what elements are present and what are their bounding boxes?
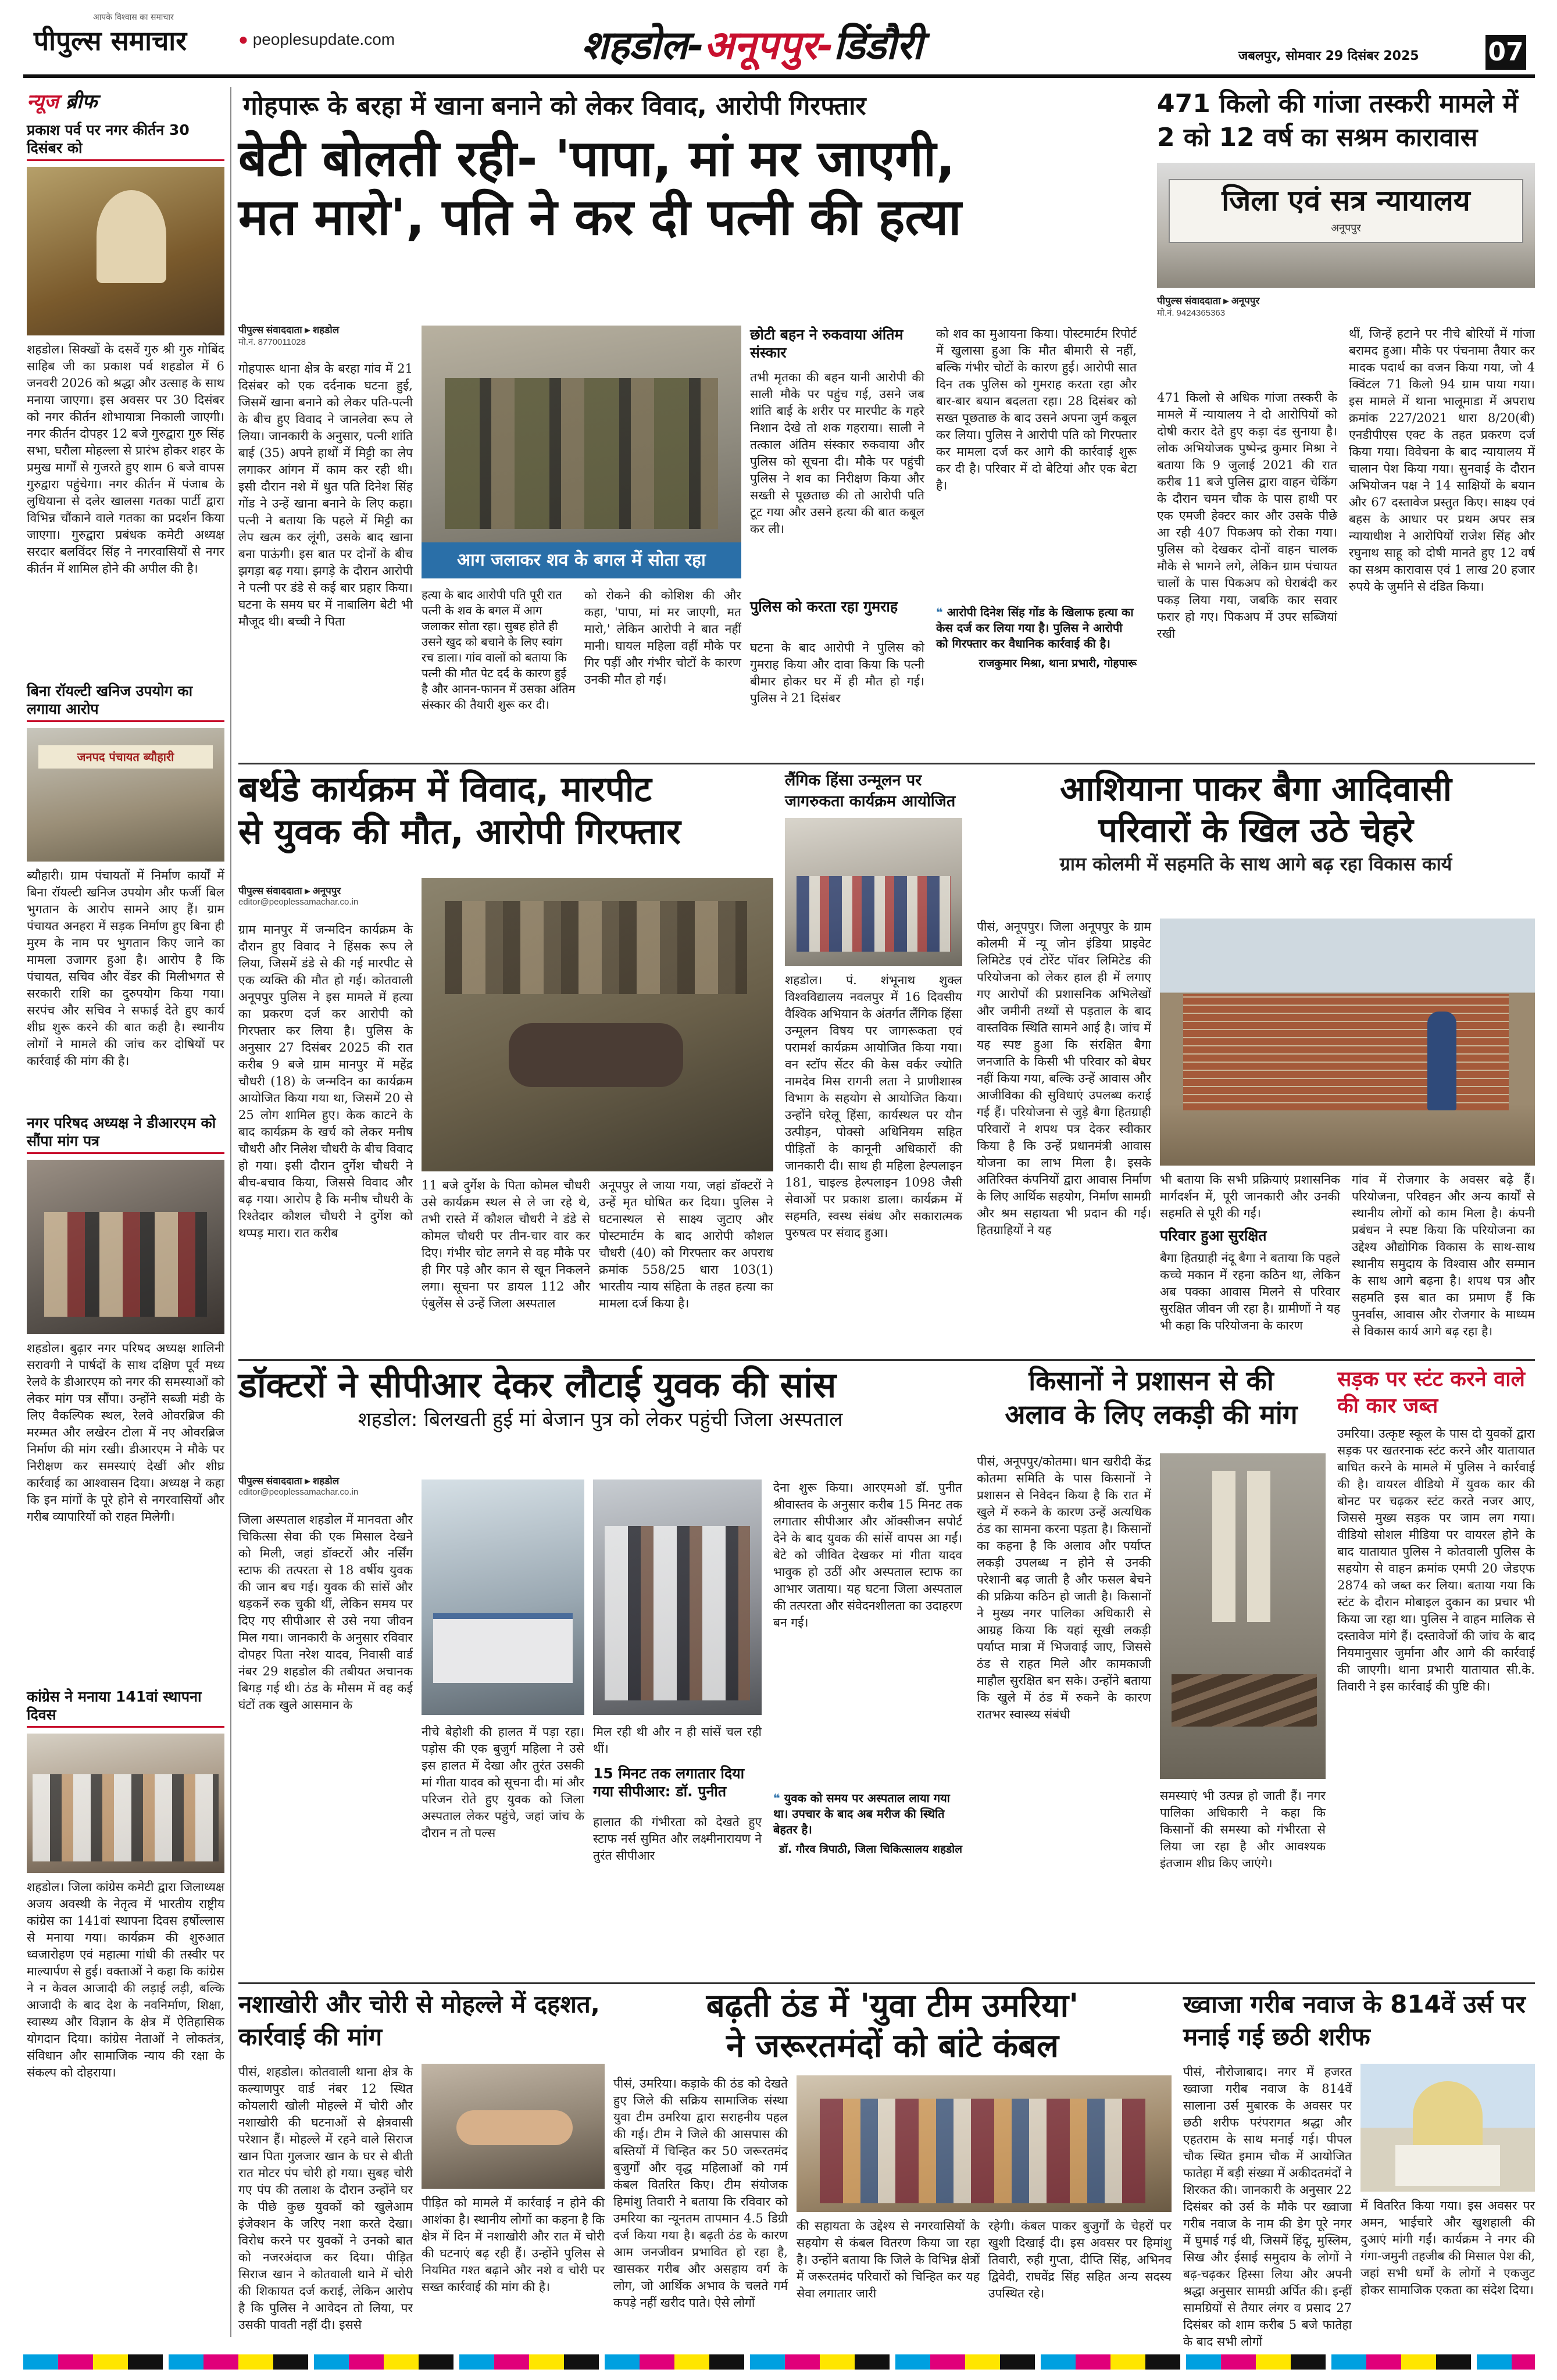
cpr-byline-name: पीपुल्स संवाददाता [238,1475,302,1486]
baiga-deck: ग्राम कोलमी में सहमति के साथ आगे बढ़ रहा विकास कार्य [1059,852,1452,875]
cpr-col3b: हालात की गंभीरता को देखते हुए स्टाफ नर्स सुमित और लक्ष्मीनारायण ने तुरंत सीपीआर [593,1815,762,1863]
congress-members [33,1774,219,1861]
mid-row-divider [238,1359,1535,1361]
guru-portrait [97,190,166,283]
site-url[interactable] [238,30,395,49]
logo-text: पीपुल्स समाचार [34,25,187,56]
globe-icon: ● [238,30,253,48]
page-number-text: 07 [1488,37,1524,67]
site-url-text: peoplesupdate.com [252,30,395,48]
baiga-col3: गांव में रोजगार के अवसर बढ़े हैं। परियोजना, परिवहन और अन्य कार्यों से स्थानीय लोगों को काम मिला है। कंपनी प्रबंधन ने स्पष्ट किया कि परियोजना का उद्देश्य औद्योगिक विकास के साथ-साथ स्थानीय समुदाय के विश्वास और सम्मान के साथ आगे बढ़ना है। शपथ पत्र और सहमति इस बात का प्रमाण हैं कि पुनर्वास, आवास और रोजगार के माध्यम से विकास कार्य आगे बढ़ रहा है। [1352,1173,1535,1338]
farmers-photo [1160,1453,1326,1779]
brief-1-title: प्रकाश पर्व पर नगर कीर्तन 30 दिसंबर को [27,121,224,161]
lead-photo-caption: आग जलाकर शव के बगल में सोता रहा [457,550,706,570]
baiga-headline-1: आशियाना पाकर बैगा आदिवासी [1060,769,1452,809]
theft-headline: नशाखोरी और चोरी से मोहल्ले में दहशत, कार्रवाई की मांग [238,1990,600,2051]
cpr-col2: नीचे बेहोशी की हालत में पड़ा रहा। पड़ोस की एक बुजुर्ग महिला ने उसे इस हालत में देखा और तुरंत उसकी मां गीता यादव को सूचना दी। मां और परिजन रोते हुए युवक को जिला अस्पताल लेकर पहुंचे, जहां जांच के दौरान न तो पल्स [422,1725,584,1840]
lead-byline-name: पीपुल्स संवाददाता [238,324,302,335]
blankets-headline-1: बढ़ती ठंड में 'युवा टीम उमरिया' [706,1987,1079,2025]
edition-dindori: डिंडौरी [833,23,923,69]
cpr-byline: पीपुल्स संवाददाता ▸ शहडोल editor@peoplessamachar.co.in [238,1474,413,1497]
baiga-sub: परिवार हुआ सुरक्षित [1160,1227,1267,1244]
doctors-group [605,1526,750,1700]
ganja-byline-mobile: मो.नं. 9424365363 [1157,308,1226,318]
officials-group [44,1212,207,1317]
brief-1-photo [27,167,224,335]
lead-sub-2: पुलिस को करता रहा गुमराह [750,598,898,615]
birthday-headline-2: से युवक की मौत, आरोपी गिरफ्तार [238,812,681,853]
brief-4-photo [27,1734,224,1873]
cpr-quote [773,1791,962,1856]
lead-col3: तभी मृतका की बहन यानी आरोपी की साली मौके पर पहुंच गई, उसने जब शांति बाई के शरीर पर मारपीट के गहरे निशान देखे तो शक गहराया। साली ने तत्काल अंतिम संस्कार रुकवाया और पुलिस को सूचना दी। मौके पर पहुंची पुलिस ने शव का निरीक्षण किया और सख्ती से पूछताछ की तो आरोपी पति टूट गया और उसने हत्या की बात कबूल कर ली। [750,370,924,536]
ganja-headline: 471 किलो की गांजा तस्करी मामले में 2 को 12 वर्ष का सश्रम कारावास [1157,89,1519,152]
top-row-divider [238,763,1535,764]
blankets-col3: रहेगी। कंबल पाकर बुजुर्गों के चेहरों पर खुशी दिखाई दी। इस अवसर पर हिमांशु तिवारी, रुही गुप्ता, दीप्ति सिंह, अभिनव द्विवेदी, राघवेंद्र सिंह सहित अन्य सदस्य उपस्थित रहे। [988,2219,1172,2300]
lead-headline-1: बेटी बोलती रही- 'पापा, मां मर जाएगी, [238,130,955,188]
print-registration-bar [23,2354,1535,2370]
stunt-story [1337,1366,1535,1977]
logo-tagline: आपके विश्वास का समाचार [93,13,174,22]
crowd-figures [445,901,747,994]
ganja-byline-place: अनूपपुर [1231,295,1260,306]
lead-byline-mobile: मो.नं. 8770011028 [238,337,306,347]
panchayat-sign-text: जनपद पंचायत ब्यौहारी [77,750,174,764]
firewood-logs [1172,1674,1317,1727]
birthday-byline-email: editor@peoplessamachar.co.in [238,897,359,907]
students-seated [797,876,951,952]
ganja-byline-name: पीपुल्स संवाददाता [1157,295,1221,306]
masthead-rule [23,74,1535,78]
lead-quote-text: आरोपी दिनेश सिंह गोंड के खिलाफ हत्या का केस दर्ज कर लिया गया है। पुलिस ने आरोपी को गिरफ्तार कर वैधानिक कार्रवाई की है। [936,605,1134,651]
theft-col1: पीसं, शहडोल। कोतवाली थाना क्षेत्र के कल्याणपुर वार्ड नंबर 12 स्थित कोयलारी खोली मोहल्ले में चोरी और नशाखोरी की घटनाओं से क्षेत्रवासी परेशान हैं। मोहल्ले में रहने वाले सिराज खान पिता गुलजार खान के घर से बीती रात मोटर पंप चोरी हो गया। सुबह चोरी गए पंप की तलाश के दौरान उन्होंने घर के पीछे कुछ युवकों को खुलेआम इंजेक्शन के जरिए नशा करते देखा। विरोध करने पर युवकों ने उनको बात को नजरअंदाज कर दिया। पीड़ित सिराज खान ने कोतवाली थाने में चोरी की शिकायत दर्ज कराई, लेकिन आरोप है कि पुलिस ने आवेदन तो लिया, पर उसकी पावती नहीं दी। इससे [238,2065,413,2332]
lead-col1: गोहपारू थाना क्षेत्र के बरहा गांव में 21 दिसंबर को एक दर्दनाक घटना हुई, जिसमें खाना बनाने को लेकर पति-पत्नी के बीच हुए विवाद ने जानलेवा रूप ले लिया। जानकारी के अनुसार, पत्नी शांति बाई (35) अपने हाथों में मिट्टी का लेप लगाकर आंगन में काम कर रही थी। इसी दौरान नशे में धुत पति दिनेश सिंह गोंड ने उन्हें खाना बनाने के लिए कहा। पत्नी ने बताया कि पहले में मिट्टी का लेप खत्म कर लूंगी, उसके बाद खाना बना पाऊंगी। इस बात पर दोनों के बीच झगड़ा बढ़ गया। झगड़े के दौरान आरोपी ने पत्नी पर डंडे से कई बार प्रहार किया। घटना के समय घर में नाबालिग बेटी भी मौजूद थी। बच्ची ने पिता [238,362,413,628]
cpr-col1: जिला अस्पताल शहडोल में मानवता और चिकित्सा सेवा की एक मिसाल देखने को मिली, जहां डॉक्टरों और नर्सिंग स्टाफ की तत्परता से 18 वर्षीय युवक की जान बच गई। युवक की सांसें और धड़कनें रुक चुकी थीं, लेकिन समय पर दिए गए सीपीआर से उसे नया जीवन मिल गया। जानकारी के अनुसार रविवार दोपहर पिता नरेश यादव, निवासी वार्ड नंबर 29 शहडोल की तबीयत अचानक बिगड़ गई थी। ठंड के मौसम में वह कई घंटों तक खुले आसमान के [238,1513,413,1712]
cpr-photo-2 [593,1480,762,1715]
baiga-story [977,770,1535,1352]
lead-col4: को शव का मुआयना किया। पोस्टमार्टम रिपोर्ट में खुलासा हुआ कि मौत बीमारी से नहीं, बल्कि गंभीर चोटों के कारण हुई। आरोपी सात दिन तक पुलिस को गुमराह करता रहा और बार-बार बयान बदलता रहा। 28 दिसंबर को सख्त पूछताछ के बाद उसने अपना जुर्म कबूल कर लिया। पुलिस ने आरोपी पति को गिरफ्तार कर मामला दर्ज कर आगे की कार्रवाई शुरू कर दी है। परिवार में दो बेटियां और एक बेटा है। [936,327,1137,492]
ganja-story [1157,87,1535,756]
issue-date: जबलपुर, सोमवार 29 दिसंबर 2025 [1238,49,1419,63]
birthday-byline-place: अनूपपुर [312,885,341,896]
ganja-col1: 471 किलो से अधिक गांजा तस्करी के मामले में न्यायालय ने दो आरोपियों को दोषी करार देते हुए कड़ा दंड सुनाया है। लोक अभियोजक पुष्पेन्द्र कुमार मिश्रा ने बताया कि 9 जुलाई 2021 की रात करीब 11 बजे पुलिस द्वारा वाहन चेकिंग के दौरान चमन चौक के पास हाथी पर एक एमजी हेक्टर कार और उसके पीछे आ रही 407 पिकअप को रोका गया। पुलिस को देखकर दोनों वाहन चालक मौके से भागने लगे, लेकिन ग्राम पंचायत चालों के पास पिकअप को घेराबंदी कर पकड़ लिया गया, जबकि कार सवार फरार हो गए। पिकअप में उपर सब्जियां रखी [1157,391,1337,641]
baiga-col1: पीसं, अनूपपुर। जिला अनूपपुर के ग्राम कोलमी में न्यू जोन इंडिया प्राइवेट लिमिटेड एवं टोरेंट पॉवर लिमिटेड की परियोजना को लेकर हाल ही में लगाए गए आरोपों की प्रशासनिक अभिलेखों और जमीनी तथ्यों से पड़ताल के बाद वास्तविक स्थिति सामने आई है। जांच में यह स्पष्ट हुआ कि संरक्षित बैगा जनजाति के किसी भी परिवार को बेघर नहीं किया गया, बल्कि उन्हें आवास और आजीविका की सुविधाएं उपलब्ध कराई गई हैं। परियोजना से जुड़े बैगा हितग्राही परिवारों ने शपथ पत्र देकर स्वीकार किया है कि उन्हें प्रधानमंत्री आवास योजना का लाभ मिला है। इसके अतिरिक्त कंपनियों द्वारा आवास निर्माण के लिए आर्थिक सहयोग, निर्माण सामग्री और श्रम सहायता भी प्रदान की गई। हितग्राहियों ने यह [977,920,1151,1237]
edition-title [581,16,923,70]
edition-shahdol: शहडोल- [581,23,704,69]
urs-col1: पीसं, नौरोजाबाद। नगर में हजरत ख्वाजा गरीब नवाज के 814वें सालाना उर्स मुबारक के अवसर पर छठी शरीफ परंपरागत श्रद्धा और एहतराम के साथ मनाई गई। पीपल चौक स्थित इमाम चौक में आयोजित फातेहा में बड़ी संख्या में अकीदतमंदों ने शिरकत की। जानकारी के अनुसार 22 दिसंबर को उर्स के मौके पर ख्वाजा गरीब नवाज के नाम की डेग पूरे नगर में घुमाई गई थी, जिसमें हिंदू, मुस्लिम, सिख और ईसाई समुदाय के लोगों ने बढ़-चढ़कर हिस्सा लिया और अपनी श्रद्धा अनुसार सामग्री अर्पित की। इन्हीं सामग्रियों से तैयार लंगर व प्रसाद 27 दिसंबर को शाम करीब 5 बजे फातेहा के बाद सभी लोगों [1183,2065,1352,2349]
lead-kicker: गोहपारू के बरहा में खाना बनाने को लेकर विवाद, आरोपी गिरफ्तार [243,91,866,121]
elderly-women [820,2099,1145,2203]
cpr-col4: देना शुरू किया। आरएमओ डॉ. पुनीत श्रीवास्तव के अनुसार करीब 15 मिनट तक लगातार सीपीआर और ऑक्सीजन सपोर्ट देने के बाद युवक की सांसें वापस आ गईं। बेटे को जीवित देखकर मां गीता यादव भावुक हो उठीं और अस्पताल स्टाफ का आभार जताया। यह घटना जिला अस्पताल की तत्परता और संवेदनशीलता का उदाहरण बन गई। [773,1481,962,1629]
lead-byline-place: शहडोल [312,324,340,335]
page-number [1485,35,1526,70]
birthday-byline: पीपुल्स संवाददाता ▸ अनूपपुर editor@peoplessamachar.co.in [238,884,413,907]
gender-headline: लैंगिक हिंसा उन्मूलन पर जागरुकता कार्यक्रम आयोजित [785,771,956,810]
resident-figure [1427,1012,1456,1110]
syringe-hand [456,2110,573,2145]
police-officers-group [445,378,718,529]
lead-col3b: घटना के बाद आरोपी ने पुलिस को गुमराह किया और दावा किया कि पत्नी बीमार होकर घर में ही मौत हो गई। पुलिस ने 21 दिसंबर [750,641,924,705]
urs-story [1183,1988,1535,2349]
bottom-row-divider [238,1982,1535,1984]
birthday-photo [422,878,773,1171]
baiga-col2: भी बताया कि सभी प्रक्रियाएं प्रशासनिक मार्गदर्शन में, पूरी जानकारी और उनकी सहमति से पूरी की गईं। [1160,1173,1340,1220]
lead-story [238,87,1137,756]
blankets-col2: की सहायता के उद्देश्य से नगरवासियों के सहयोग से कंबल वितरण किया जा रहा है। उन्होंने बताया कि जिले के विभिन्न क्षेत्रों में जरूरतमंद परिवारों को चिन्हित कर यह सेवा लगातार जारी [797,2219,980,2300]
lead-headline-2: मत मारो', पति ने कर दी पत्नी की हत्या [238,188,962,246]
blankets-story [613,1988,1172,2337]
cpr-quote-author: डॉ. गौरव त्रिपाठी, जिला चिकित्सालय शहडोल [779,1843,962,1856]
gender-story [785,770,962,1352]
cpr-sub: 15 मिनट तक लगातार दिया गया सीपीआर: डॉ. पुनीत [593,1765,745,1800]
court-photo [1157,163,1535,288]
lead-photo-note: हत्या के बाद आरोपी पति पूरी रात पत्नी के शव के बगल में आग जलाकर सोता रहा। सुबह होते ही उसने खुद को बचाने के लिए स्वांग रच डाला। गांव वालों को बताया कि पत्नी की मौत पेट दर्द के कारण हुई है और आनन-फानन में उसका अंतिम संस्कार की तैयारी शुरू कर दी। [422,588,576,712]
cpr-byline-place: शहडोल [312,1475,340,1486]
ganja-byline: पीपुल्स संवाददाता ▸ अनूपपुर मो.नं. 9424365363 [1157,294,1535,319]
stunt-headline: सड़क पर स्टंट करने वाले की कार जब्त [1337,1367,1525,1418]
gender-body: शहडोल। पं. शंभूनाथ शुक्ल विश्वविद्यालय नवलपुर में 16 दिवसीय वैश्विक अभियान के अंतर्गत लैंगिक हिंसा उन्मूलन विषय पर जागरूकता एवं परामर्श कार्यक्रम आयोजित किया गया। वन स्टॉप सेंटर की केस वर्कर ज्योति नामदेव मिस रागनी लता ने प्राणीशास्त्र विभाग के सहयोग से आयोजित किया। उन्होंने घरेलू हिंसा, कार्यस्थल पर यौन उत्पीड़न, पोक्सो अधिनियम सहित पीड़ितों के कानूनी अधिकारों की जानकारी दी। साथ ही महिला हेल्पलाइन 181, चाइल्ड हेल्पलाइन 1098 जैसी सेवाओं पर प्रकाश डाला। कार्यक्रम में सहमति, स्वस्थ संबंध और सकारात्मक पुरुषत्व पर संवाद हुआ। [785,973,962,1240]
lead-col2-tail: को रोकने की कोशिश की और कहा, 'पापा, मां मर जाएगी, मत मारो,' लेकिन आरोपी ने बात नहीं मानी। घायल महिला वहीं मौके पर गिर पड़ीं और गंभीर चोटों के कारण उनकी मौत हो गई। [584,588,741,687]
urs-col2: में वितरित किया गया। इस अवसर पर अमन, भाईचारे और खुशहाली की दुआएं मांगी गईं। कार्यक्रम ने नगर की गंगा-जमुनी तहजीब की मिसाल पेश की, जहां सभी धर्मों के लोगों ने एकजुट होकर सामाजिक एकता का संदेश दिया। [1360,2199,1535,2297]
theft-photo [422,2064,605,2189]
panchayat-signboard [38,745,213,769]
farmers-col2: समस्याएं भी उत्पन्न हो जाती हैं। नगर पालिका अधिकारी ने कहा कि किसानों की समस्या को गंभीरता से लिया जा रहा है और आवश्यक इंतजाम शीघ्र किए जाएंगे। [1160,1789,1326,1870]
cpr-story [238,1366,962,1977]
farmer-legs [1212,1471,1270,1622]
edition-anuppur: अनूपपुर- [703,23,834,69]
birthday-headline-1: बर्थडे कार्यक्रम में विवाद, मारपीट [238,769,652,810]
brief-1-body: शहडोल। सिक्खों के दसवें गुरु श्री गुरु गोबिंद साहिब जी का प्रकाश पर्व शहडोल में 6 जनवरी 2026 को श्रद्धा और उत्साह के साथ मनाया जाएगा। इस अवसर पर 30 दिसंबर को नगर कीर्तन शोभायात्रा निकाली जाएगी। नगर कीर्तन दोपहर 12 बजे गुरुद्वारा गुरु सिंह सभा, घरौला मोहल्ला से प्रारंभ होकर शहर के प्रमुख मार्गों से गुजरते हुए शाम 6 बजे वापस गुरुद्वारा पहुंचेगा। नगर कीर्तन में पंजाब के लुधियाना से दलेर खालसा गतका पार्टी द्वारा विभिन्न चौंकाने वाले गतका का प्रदर्शन किया जाएगा। गुरुद्वारा प्रबंधक कमेटी अध्यक्ष सरदार बलविंदर सिंह ने नगरवासियों से नगर कीर्तन में शामिल होने की अपील की है। [27,342,224,576]
ganja-col2: थीं, जिन्हें हटाने पर नीचे बोरियों में गांजा बरामद हुआ। मौके पर पंचनामा तैयार कर मादक पदार्थ का वजन किया गया, जो 4 क्विंटल 71 किलो 94 ग्राम पाया गया। इस मामले में थाना भालूमाडा में अपराध क्रमांक 227/2021 धारा 8/20(बी) एनडीपीएस एक्ट के तहत प्रकरण दर्ज किया गया। विवेचना के बाद न्यायालय में चालान पेश किया गया। सुनवाई के दौरान अभियोजन पक्ष ने 14 साक्षियों के बयान और 67 दस्तावेज प्रस्तुत किए। साक्ष्य एवं बहस के आधार पर प्रथम अपर सत्र न्यायाधीश ने आरोपियों राजेश सिंह और रघुनाथ साहू को दोषी मानते हुए 12 वर्ष का सश्रम कारावास एवं 1 लाख 20 हजार रुपये के जुर्माने से दंडित किया। [1349,327,1535,594]
baiga-photo [1160,919,1535,1166]
masthead [0,0,1557,77]
lead-byline: पीपुल्स संवाददाता ▸ शहडोल मो.नं. 8770011028 [238,323,413,348]
victim-body [509,1023,683,1087]
baiga-headline-2: परिवारों के खिल उठे चेहरे [1098,810,1413,850]
lead-quote-author: राजकुमार मिश्रा, थाना प्रभारी, गोहपारू [979,657,1137,670]
logo [34,22,231,57]
news-brief-label [27,87,224,114]
farmers-headline-1: किसानों ने प्रशासन से की [1029,1365,1274,1396]
blankets-photo [797,2075,1172,2212]
brief-4-title: कांग्रेस ने मनाया 141वां स्थापना दिवस [27,1688,224,1728]
theft-story [238,1988,605,2337]
hospital-bed [433,1613,573,1683]
cpr-col3: मिल रही थी और न ही सांसें चल रही थीं। [593,1725,762,1756]
left-column-divider [230,87,231,2337]
news-brief-column [27,87,224,2337]
birthday-story [238,770,773,1352]
blankets-col1: पीसं, उमरिया। कड़ाके की ठंड को देखते हुए जिले की सक्रिय सामाजिक संस्था युवा टीम उमरिया द्वारा सराहनीय पहल की गई। टीम ने जिले की आसपास की बस्तियों में चिन्हित कर 50 जरूरतमंद बुजुर्गों और वृद्ध महिलाओं को गर्म कंबल वितरित किए। टीम संयोजक हिमांशु तिवारी ने बताया कि रविवार को उमरिया का न्यूनतम तापमान 4.5 डिग्री दर्ज किया गया है। बढ़ती ठंड के कारण आम जनजीवन प्रभावित हो रहा है, खासकर गरीब और असहाय वर्ग के लोग, जो आर्थिक अभाव के चलते गर्म कपड़े नहीं खरीद पाते। ऐसे लोगों [613,2077,788,2310]
brief-label-brief: ब्रीफ [65,90,98,113]
brick-house [1183,994,1509,1110]
birthday-col2: 11 बजे दुर्गेश के पिता कोमल चौधरी उसे कार्यक्रम स्थल से ले जा रहे थे, तभी रास्ते में कौशल चौधरी ने डंडे से कोमल चौधरी पर तीन-चार वार कर दिए। गंभीर चोट लगने से वह मौके पर ही गिर पड़े और कान से खून निकलने लगा। सूचना पर डायल 112 और एंबुलेंस से उन्हें जिला अस्पताल [422,1178,590,1310]
court-sign-sub: अनूपपुर [1331,222,1361,234]
cpr-photo-1 [422,1480,584,1715]
birthday-col3: अनूपपुर ले जाया गया, जहां डॉक्टरों ने उन्हें मृत घोषित कर दिया। पुलिस ने घटनास्थल से साक्ष्य जुटाए और पोस्टमार्टम के बाद आरोपी कौशल चौधरी (40) को गिरफ्तार कर अपराध क्रमांक 558/25 धारा 103(1) भारतीय न्याय संहिता के तहत हत्या का मामला दर्ज किया है। [599,1178,773,1310]
brief-2-title: बिना रॉयल्टी खनिज उपयोग का लगाया आरोप [27,682,224,722]
brief-2-body: ब्यौहारी। ग्राम पंचायतों में निर्माण कार्यों में बिना रॉयल्टी खनिज उपयोग और फर्जी बिल भुगतान के आरोप सामने आए हैं। ग्राम पंचायत अनहरा में सड़क निर्माण हुए बिना ही मुरम के नाम पर भुगतान किए जाने का मामला उजागर हुआ है। आरोप है कि पंचायत, सचिव और वेंडर की मिलीभगत से सरकारी राशि का दुरुपयोग किया गया। सरपंच और सचिव ने सफाई देते हुए कार्य शीघ्र शुरू करने की बात कही है। स्थानीय लोगों ने मामले की जांच कर दोषियों पर कार्रवाई की मांग की है। [27,869,224,1068]
lead-photo [422,326,741,578]
baiga-col2b: बैगा हितग्राही नंदू बैगा ने बताया कि पहले कच्चे मकान में रहना कठिन था, लेकिन अब पक्का आवास मिलने से परिवार सुरक्षित जीवन जी रहा है। ग्रामीणों ने यह भी कहा कि परियोजना के कारण [1160,1251,1340,1332]
gender-photo [785,818,962,966]
cpr-headline: डॉक्टरों ने सीपीआर देकर लौटाई युवक की सांस [238,1365,837,1406]
cpr-byline-email: editor@peoplessamachar.co.in [238,1487,359,1497]
blankets-headline-2: ने जरूरतमंदों को बांटे कंबल [726,2027,1059,2065]
dargah-dome [1413,2081,1483,2151]
birthday-byline-name: पीपुल्स संवाददाता [238,885,302,896]
stunt-body: उमरिया। उत्कृष्ट स्कूल के पास दो युवकों द्वारा सड़क पर खतरनाक स्टंट करने और यातायात बाधित करने के मामले में पुलिस ने कार्रवाई की है। वायरल वीडियो में युवक कार की बोनट पर चढ़कर स्टंट करते नजर आए, जिससे मुख्य सड़क पर जाम लग गया। वीडियो सोशल मीडिया पर वायरल होने के बाद यातायात पुलिस ने कोतवाली पुलिस के सहयोग से वाहन क्रमांक एमपी 20 जेडएफ 2874 को जब्त कर लिया। बताया गया कि स्टंट के दौरान मोबाइल दुकान का प्रचार भी किया जा रहा था। पुलिस ने वाहन मालिक से दस्तावेज मांगे हैं। दस्तावेजों की जांच के बाद नियमानुसार जुर्माना और आगे की कार्रवाई की जाएगी। थाना प्रभारी यातायात सी.के. तिवारी ने इस कार्रवाई की पुष्टि की। [1337,1427,1535,1693]
lead-quote [936,605,1137,670]
urs-photo [1360,2064,1535,2192]
brief-3-title: नगर परिषद अध्यक्ष ने डीआरएम को सौंपा मांग पत्र [27,1114,224,1154]
quote-icon: ❝ [936,605,943,619]
farmers-col1: पीसं, अनूपपुर/कोतमा। धान खरीदी केंद्र कोतमा समिति के पास किसानों ने प्रशासन से निवेदन किया है कि रात में खुले में रुकने के कारण उन्हें अत्यधिक ठंड का सामना करना पड़ता है। किसानों का कहना है कि अलाव और पर्याप्त लकड़ी उपलब्ध न होने से उनकी परेशानी बढ़ जाती है और फसल बेचने की प्रक्रिया कठिन हो जाती है। किसानों ने मुख्य नगर पालिका अधिकारी से आग्रह किया कि यहां सूखी लकड़ी पर्याप्त मात्रा में भिजवाई जाए, जिससे ठंड से राहत मिले और कामकाजी माहौल सुरक्षित बन सके। उन्होंने बताया कि खुले में ठंड में रुकने के कारण रातभर स्वास्थ्य संबंधी [977,1455,1151,1721]
theft-col2: पीड़ित को मामले में कार्रवाई न होने की आशंका है। स्थानीय लोगों का कहना है कि क्षेत्र में दिन में नशाखोरी और रात में चोरी की घटनाएं बढ़ रही हैं। उन्होंने पुलिस से नियमित गश्त बढ़ाने और नशे व चोरी पर सख्त कार्रवाई की मांग की है। [422,2196,605,2294]
lead-sub-1: छोटी बहन ने रुकवाया अंतिम संस्कार [750,326,904,361]
farmers-story [977,1366,1326,1977]
brief-label-news: न्यूज [27,90,66,113]
urs-headline: ख्वाजा गरीब नवाज के 814वें उर्स पर मनाई गई छठी शरीफ [1183,1990,1526,2051]
lead-photo-caption-bar [422,542,741,578]
brief-2-photo [27,728,224,862]
farmers-headline-2: अलाव के लिए लकड़ी की मांग [1005,1398,1298,1430]
brief-4-body: शहडोल। जिला कांग्रेस कमेटी द्वारा जिलाध्यक्ष अजय अवस्थी के नेतृत्व में भारतीय राष्ट्रीय कांग्रेस का 141वां स्थापना दिवस हर्षोल्लास से मनाया गया। कार्यक्रम की शुरुआत ध्वजारोहण एवं महात्मा गांधी की तस्वीर पर माल्यार्पण से हुई। वक्ताओं ने कहा कि कांग्रेस ने न केवल आजादी की लड़ाई लड़ी, बल्कि आजादी के बाद देश के नवनिर्माण, शिक्षा, स्वास्थ्य और विज्ञान के क्षेत्र में ऐतिहासिक योगदान दिया। कांग्रेस नेताओं ने लोकतंत्र, संविधान और सामाजिक न्याय की रक्षा के संकल्प को दोहराया। [27,1880,224,2079]
brief-3-photo [27,1160,224,1334]
cpr-quote-text: युवक को समय पर अस्पताल लाया गया था। उपचार के बाद अब मरीज की स्थिति बेहतर है। [773,1791,950,1836]
birthday-col1: ग्राम मानपुर में जन्मदिन कार्यक्रम के दौरान हुए विवाद ने हिंसक रूप ले लिया, जिसमें डंडे से की गई मारपीट से एक व्यक्ति की मौत हो गई। कोतवाली अनूपपुर पुलिस ने इस मामले में हत्या का प्रकरण दर्ज कर आरोपी को गिरफ्तार कर लिया है। पुलिस के अनुसार 27 दिसंबर 2025 की रात करीब 9 बजे ग्राम मानपुर में महेंद्र चौधरी (18) के जन्मदिन का कार्यक्रम आयोजित किया गया था, जिसमें 20 से 25 लोग शामिल हुए। केक काटने के बाद कार्यक्रम के खर्च को लेकर मनीष चौधरी और निलेश चौधरी के बीच विवाद हो गया। इसी दौरान दुर्गेश चौधरी ने बीच-बचाव किया, जिससे विवाद और बढ़ गया। आरोप है कि मनीष चौधरी के रिश्तेदार कौशल चौधरी ने दुर्गेश को थप्पड़ मारा। रात करीब [238,923,413,1240]
court-sign-text: जिला एवं सत्र न्यायालय [1222,184,1470,217]
cpr-deck: शहडोल: बिलखती हुई मां बेजान पुत्र को लेकर पहुंची जिला अस्पताल [358,1408,843,1432]
court-signboard [1169,179,1523,243]
dargah-base [1395,2145,1500,2186]
quote-icon: ❝ [773,1791,780,1805]
brief-3-body: शहडोल। बुढ़ार नगर परिषद अध्यक्ष शालिनी सरावगी ने पार्षदों के साथ दक्षिण पूर्व मध्य रेलवे के डीआरएम को नगर की समस्याओं को लेकर मांग पत्र सौंपा। उन्होंने सब्जी मंडी के लिए वैकल्पिक स्थल, रेलवे ओवरब्रिज की मरम्मत और लखेरन टोला में नए ओवरब्रिज निर्माण की मांग रखी। डीआरएम ने मौके पर निरीक्षण कर समस्याएं देखीं और शीघ्र कार्रवाई का आश्वासन दिया। अध्यक्ष ने कहा कि इन मांगों के पूरे होने से नगरवासियों और गरीब व्यापारियों को राहत मिलेगी। [27,1341,224,1524]
